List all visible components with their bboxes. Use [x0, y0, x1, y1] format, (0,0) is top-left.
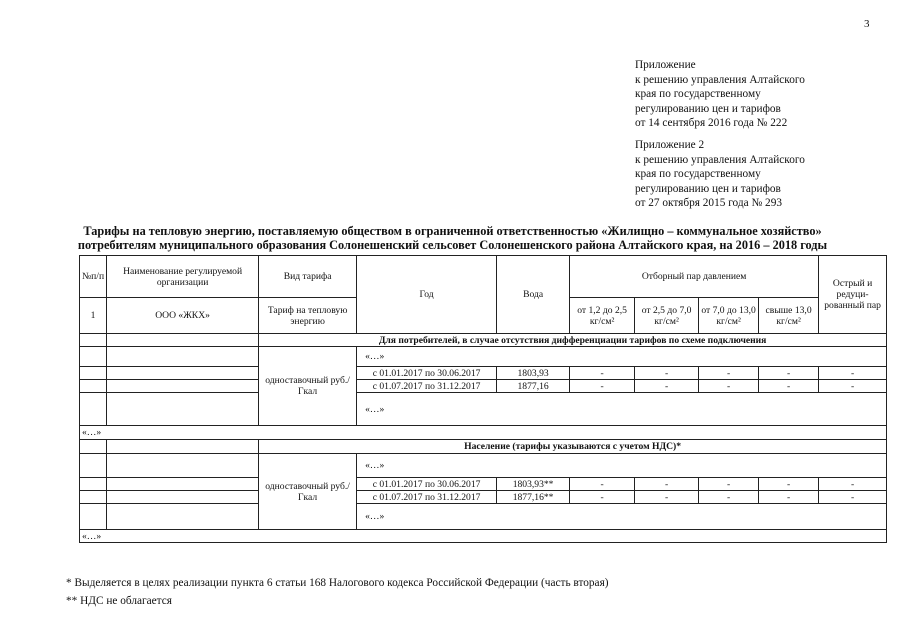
- header-water: Вода: [497, 256, 570, 334]
- annex-1-line: Приложение: [635, 59, 696, 71]
- between-ellipsis-row: [80, 426, 887, 440]
- section-1-tariff-type: одноставочный руб./Гкал: [259, 347, 357, 426]
- header-num: №п/п: [80, 256, 107, 298]
- annex-2-line: от 27 октября 2015 года № 293: [635, 197, 782, 210]
- section-1-row-1: [80, 367, 887, 380]
- section-1-ellipsis-bottom: «…»: [357, 393, 887, 426]
- section-2-ellipsis-top-row: [80, 454, 887, 478]
- section-2-ellipsis-top: «…»: [357, 454, 887, 478]
- value-cell: -: [819, 367, 887, 380]
- tariff-table: [79, 255, 887, 543]
- org-name: ООО «ЖКХ»: [107, 298, 259, 334]
- header-steam-col-1: от 1,2 до 2,5 кг/см²: [570, 298, 635, 334]
- section-2-ellipsis-bottom: «…»: [357, 504, 887, 530]
- end-ellipsis-row: [80, 530, 887, 543]
- value-cell: -: [819, 478, 887, 491]
- org-tariff: Тариф на тепловую энергию: [259, 298, 357, 334]
- period-cell: с 01.07.2017 по 31.12.2017: [357, 380, 497, 393]
- header-steam-col-3: от 7,0 до 13,0 кг/см²: [699, 298, 759, 334]
- water-value: 1877,16: [497, 380, 570, 393]
- header-row: [80, 256, 887, 298]
- document-title-line-1: Тарифы на тепловую энергию, поставляемую обществом в ограниченной ответственностью «Жилищно – коммунальное хозяйство»: [83, 224, 822, 238]
- value-cell: -: [699, 478, 759, 491]
- header-org: Наименование регулируемой организации: [107, 256, 259, 298]
- period-cell: с 01.01.2017 по 30.06.2017: [357, 478, 497, 491]
- water-value: 1877,16**: [497, 491, 570, 504]
- annex-1-line: регулированию цен и тарифов: [635, 102, 781, 115]
- water-value: 1803,93**: [497, 478, 570, 491]
- annex-1-header: [635, 58, 805, 131]
- header-year: Год: [357, 256, 497, 334]
- header-tariff-type: Вид тарифа: [259, 256, 357, 298]
- end-ellipsis: «…»: [80, 530, 887, 543]
- header-steam-col-2: от 2,5 до 7,0 кг/см²: [635, 298, 699, 334]
- org-num: 1: [80, 298, 107, 334]
- annex-1-line: к решению управления Алтайского: [635, 73, 805, 86]
- value-cell: -: [635, 478, 699, 491]
- footnote-2: ** НДС не облагается: [66, 595, 172, 607]
- header-steam-col-4: свыше 13,0 кг/см²: [759, 298, 819, 334]
- section-1-ellipsis-top-row: [80, 347, 887, 367]
- value-cell: -: [699, 491, 759, 504]
- between-ellipsis: «…»: [80, 426, 887, 440]
- value-cell: -: [699, 380, 759, 393]
- period-cell: с 01.01.2017 по 30.06.2017: [357, 367, 497, 380]
- header-sharp-steam: Острый и редуци-рованный пар: [819, 256, 887, 334]
- value-cell: -: [759, 478, 819, 491]
- value-cell: -: [570, 491, 635, 504]
- value-cell: -: [819, 491, 887, 504]
- section-2-row-2: [80, 491, 887, 504]
- header-steam: Отборный пар давлением: [570, 256, 819, 298]
- annex-2-line: Приложение 2: [635, 139, 705, 151]
- value-cell: -: [570, 380, 635, 393]
- section-2-title-row: [80, 440, 887, 454]
- annex-1-line: от 14 сентября 2016 года № 222: [635, 117, 788, 130]
- annex-2-header: [635, 138, 805, 211]
- section-2-title: Население (тарифы указываются с учетом НДС)*: [259, 440, 887, 454]
- value-cell: -: [759, 380, 819, 393]
- section-1-row-2: [80, 380, 887, 393]
- page-number: 3: [864, 18, 870, 30]
- period-cell: с 01.07.2017 по 31.12.2017: [357, 491, 497, 504]
- value-cell: -: [635, 380, 699, 393]
- section-2-ellipsis-bottom-row: [80, 504, 887, 530]
- annex-2-line: регулированию цен и тарифов: [635, 182, 781, 195]
- annex-1-line: края по государственному: [635, 88, 761, 101]
- value-cell: -: [759, 367, 819, 380]
- section-1-title-row: [80, 334, 887, 347]
- document-title-line-2: потребителям муниципального образования Солонешенский сельсовет Солонешенского района Алтайского края, на 2016 – 2018 годы: [77, 238, 828, 252]
- value-cell: -: [570, 367, 635, 380]
- footnote-1: * Выделяется в целях реализации пункта 6 статьи 168 Налогового кодекса Российской Федерации (часть вторая): [66, 577, 609, 589]
- annex-2-line: к решению управления Алтайского: [635, 153, 805, 166]
- value-cell: -: [635, 491, 699, 504]
- value-cell: -: [699, 367, 759, 380]
- value-cell: -: [635, 367, 699, 380]
- annex-2-line: края по государственному: [635, 168, 761, 181]
- section-2-tariff-type: одноставочный руб./Гкал: [259, 454, 357, 530]
- section-1-title: Для потребителей, в случае отсутствия дифференциации тарифов по схеме подключения: [259, 334, 887, 347]
- value-cell: -: [819, 380, 887, 393]
- section-1-ellipsis-top: «…»: [357, 347, 887, 367]
- value-cell: -: [759, 491, 819, 504]
- value-cell: -: [570, 478, 635, 491]
- water-value: 1803,93: [497, 367, 570, 380]
- section-2-row-1: [80, 478, 887, 491]
- section-1-ellipsis-bottom-row: [80, 393, 887, 426]
